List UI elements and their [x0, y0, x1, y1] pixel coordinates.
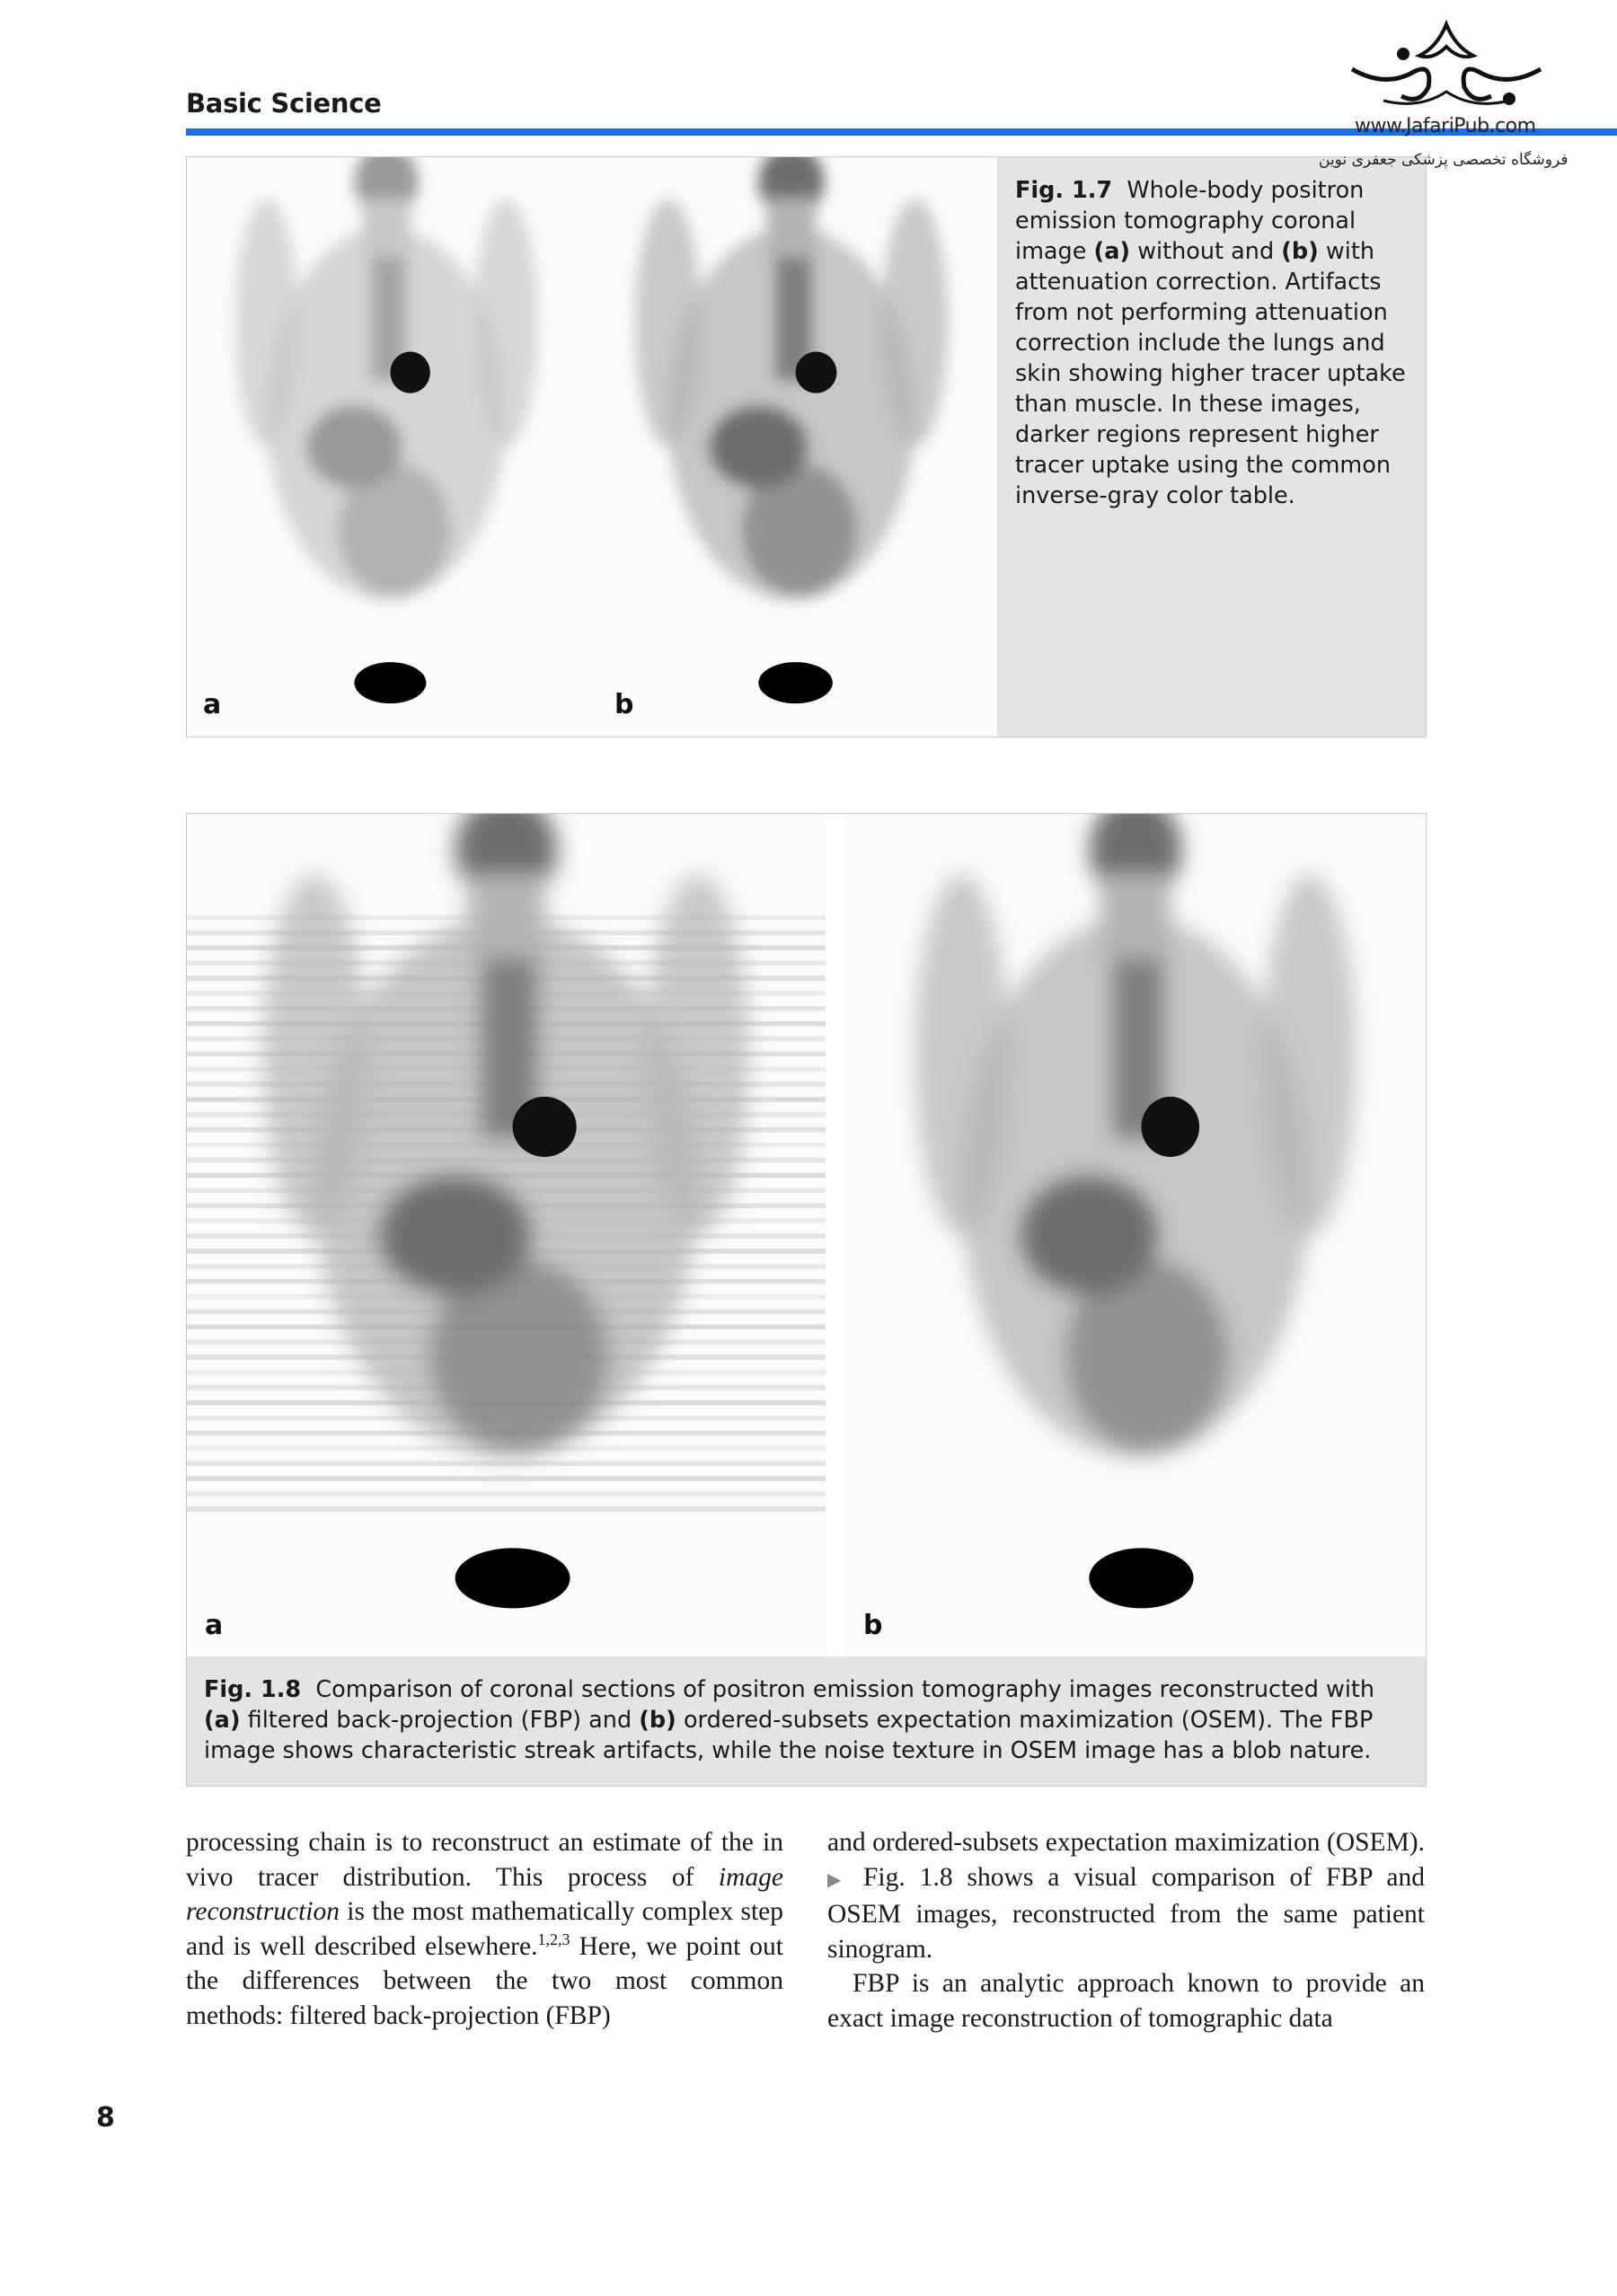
- body-text: Here, we point out the differences between the two most common methods: filtered back-projection (FBP): [186, 1931, 783, 2030]
- body-text: FBP is an analytic approach known to provide an exact image reconstruction of tomographic data: [827, 1969, 1425, 2033]
- panel-label-a: a: [203, 689, 222, 720]
- panel-label-a: a: [205, 1610, 224, 1641]
- watermark-url: www.JafariPub.com: [1355, 115, 1536, 137]
- running-head: Basic Science: [186, 88, 382, 119]
- caption-text: without and: [1137, 238, 1275, 265]
- caption-text: Comparison of coronal sections of positron emission tomography images reconstructed with: [315, 1676, 1375, 1703]
- caption-text: filtered back-projection (FBP) and: [247, 1707, 632, 1734]
- publisher-logo: [1348, 20, 1545, 119]
- panel-gap: [826, 814, 845, 1656]
- body-text-italic: image reconstruction: [186, 1862, 783, 1926]
- figure-1-8-caption: [204, 1674, 1412, 1766]
- body-text: is the most mathematically complex step and is well described elsewhere.: [186, 1897, 783, 1961]
- panel-label-b: b: [614, 689, 634, 720]
- pet-image-without-attenuation-correction: [187, 157, 586, 737]
- pet-image-osem: [845, 814, 1426, 1656]
- body-text: Fig. 1.8 shows a visual comparison of FBP and OSEM images, reconstructed from the same patient sinogram.: [827, 1862, 1425, 1964]
- body-column-right: [827, 1825, 1425, 2035]
- body-paragraph: [186, 1825, 783, 2033]
- caption-text: Whole-body positron emission tomography coronal image: [1015, 177, 1365, 265]
- caption-panel-b-ref: (b): [639, 1707, 676, 1734]
- caption-panel-b-ref: (b): [1281, 238, 1319, 265]
- body-text: processing chain is to reconstruct an estimate of the in vivo tracer distribution. This process of: [186, 1828, 783, 1892]
- body-column-left: [186, 1825, 783, 2033]
- caption-text: with attenuation correction. Artifacts from not performing attenuation correction include the lungs and skin showing higher tracer uptake than muscle. In these images, darker regions represent higher tracer uptake using the common inverse-gray color table.: [1015, 238, 1406, 509]
- watermark-persian-text: فروشگاه تخصصی پزشکی جعفری نوین: [1319, 151, 1568, 169]
- body-text: and ordered-subsets expectation maximization (OSEM).: [827, 1828, 1425, 1857]
- pet-image-fbp: [187, 814, 826, 1656]
- citation-superscript[interactable]: 1,2,3: [537, 1930, 570, 1948]
- caption-panel-a-ref: (a): [204, 1707, 241, 1734]
- caption-panel-a-ref: (a): [1093, 238, 1131, 265]
- body-paragraph: [827, 1966, 1425, 2035]
- figure-label: Fig. 1.7: [1015, 177, 1113, 204]
- pet-image-with-attenuation-correction: [586, 157, 997, 737]
- page-number: 8: [96, 2102, 115, 2133]
- figure-label: Fig. 1.8: [204, 1676, 302, 1703]
- figure-1-7-caption: [1015, 175, 1410, 511]
- caption-text: ordered-subsets expectation maximization (OSEM). The FBP image shows characteristic streak artifacts, while the noise texture in OSEM image has a blob nature.: [204, 1707, 1374, 1764]
- body-paragraph: [827, 1825, 1425, 1966]
- figure-1-7: [186, 156, 1427, 737]
- figure-reference-arrow-icon[interactable]: ▶: [827, 1869, 849, 1890]
- figure-1-8: [186, 813, 1427, 1787]
- panel-label-b: b: [863, 1610, 883, 1641]
